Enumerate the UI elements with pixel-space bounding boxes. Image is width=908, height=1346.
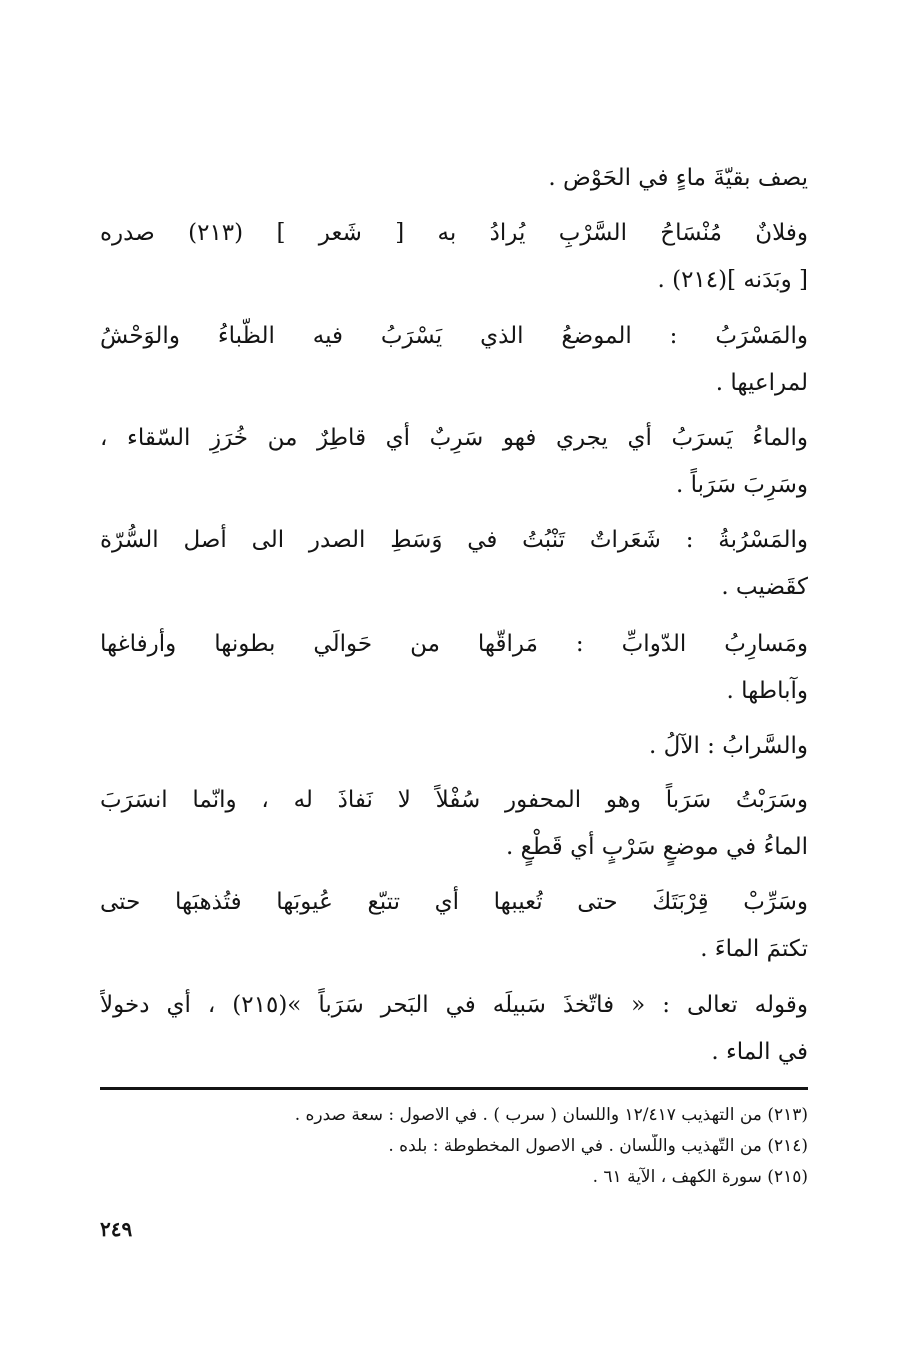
text-line: الماءُ في موضعٍ سَرْبٍ أي قَطْعٍ . xyxy=(506,834,808,860)
text-line: في الماء . xyxy=(711,1039,808,1065)
footnote-215: (٢١٥) سورة الكهف ، الآية ٦١ . xyxy=(592,1167,808,1187)
text-line: يصف بقيّةَ ماءٍ في الحَوْض . xyxy=(548,165,808,191)
page-number: ٢٤٩ xyxy=(100,1217,133,1241)
footnote-214: (٢١٤) من التّهذيب واللّسان . في الاصول المخطوطة : بلده . xyxy=(388,1136,808,1156)
text-line: تكتمَ الماءَ . xyxy=(700,936,808,962)
text-line: والمَسْرَبُ : الموضعُ الذي يَسْرَبُ فيه الظّباءُ والوَحْشُ xyxy=(100,323,808,349)
text-line: ومَسارِبُ الدّوابِّ : مَراقّها من حَوالَي بطونها وأرفاغها xyxy=(100,631,808,657)
text-line: [ وبَدَنه ](٢١٤) . xyxy=(657,267,808,293)
text-line: والمَسْرُبةُ : شَعَراتٌ تَنْبُتُ في وَسَطِ الصدر الى أصل السُّرّة xyxy=(100,527,808,553)
text-line: وسَرِّبْ قِرْبَتَكَ حتى تُعيبها أي تتبّع عُيوبَها فتُذهبَها حتى xyxy=(100,889,808,915)
text-line: وآباطها . xyxy=(726,678,808,704)
text-line: وقوله تعالى : « فاتّخذَ سَبيلَه في البَحر سَرَباً »(٢١٥) ، أي دخولاً xyxy=(100,992,808,1018)
footnote-213: (٢١٣) من التهذيب ١٢/٤١٧ واللسان ( سرب ) . في الاصول : سعة صدره . xyxy=(294,1105,808,1125)
footnote-separator xyxy=(100,1087,808,1090)
text-line: وفلانٌ مُنْسَاحُ السَّرْبِ يُرادُ به [ شَعر ] (٢١٣) صدره xyxy=(100,220,808,246)
text-line: وسَرَبْتُ سَرَباً وهو المحفور سُفْلاً لا نَفاذَ له ، وانّما انسَرَبَ xyxy=(100,787,808,813)
text-line: والماءُ يَسرَبُ أي يجري فهو سَرِبٌ أي قاطِرٌ من خُرَزِ السّقاء ، xyxy=(100,425,808,451)
text-line: كقَضيب . xyxy=(721,574,808,600)
text-line: وسَرِبَ سَرَباً . xyxy=(675,472,808,498)
text-line: والسَّرابُ : الآلُ . xyxy=(649,733,808,759)
text-line: لمراعيها . xyxy=(715,370,808,396)
